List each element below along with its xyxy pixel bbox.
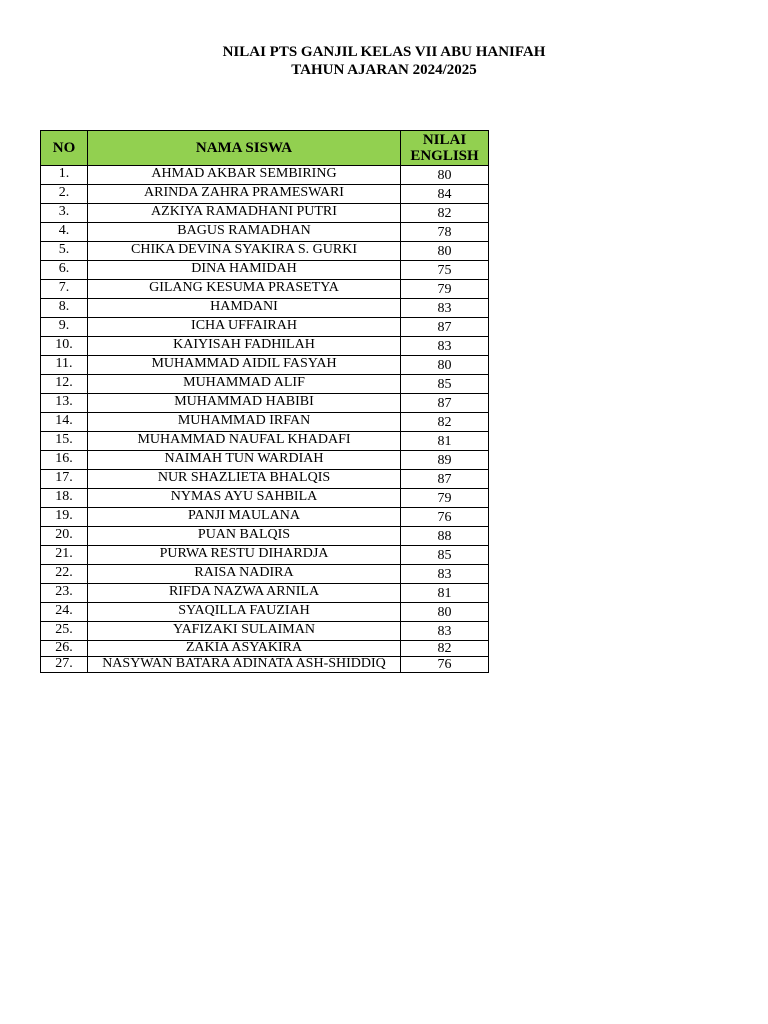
table-row bbox=[41, 356, 489, 375]
english-score: 89 bbox=[401, 451, 489, 470]
table-row bbox=[41, 527, 489, 546]
row-number: 7. bbox=[41, 280, 88, 299]
student-name: MUHAMMAD ALIF bbox=[88, 375, 401, 394]
english-score: 80 bbox=[401, 242, 489, 261]
table-row bbox=[41, 375, 489, 394]
title-line-1: NILAI PTS GANJIL KELAS VII ABU HANIFAH bbox=[222, 44, 546, 60]
header-score-line-2: ENGLISH bbox=[410, 148, 479, 164]
english-score: 83 bbox=[401, 299, 489, 318]
student-name: AHMAD AKBAR SEMBIRING bbox=[88, 166, 401, 185]
student-name: MUHAMMAD IRFAN bbox=[88, 413, 401, 432]
table-row bbox=[41, 413, 489, 432]
header-score-line-1: NILAI bbox=[422, 132, 467, 148]
row-number: 24. bbox=[41, 603, 88, 622]
row-number: 2. bbox=[41, 185, 88, 204]
english-score: 82 bbox=[401, 413, 489, 432]
table-row bbox=[41, 470, 489, 489]
table-row bbox=[41, 394, 489, 413]
table-row bbox=[41, 546, 489, 565]
grades-table bbox=[40, 130, 489, 673]
english-score: 75 bbox=[401, 261, 489, 280]
row-number: 22. bbox=[41, 565, 88, 584]
row-number: 14. bbox=[41, 413, 88, 432]
row-number: 20. bbox=[41, 527, 88, 546]
english-score: 82 bbox=[401, 641, 489, 657]
table-row bbox=[41, 204, 489, 223]
table-row bbox=[41, 565, 489, 584]
row-number: 15. bbox=[41, 432, 88, 451]
row-number: 13. bbox=[41, 394, 88, 413]
table-row bbox=[41, 622, 489, 641]
english-score: 81 bbox=[401, 432, 489, 451]
table-row bbox=[41, 337, 489, 356]
student-name: PUAN BALQIS bbox=[88, 527, 401, 546]
english-score: 79 bbox=[401, 280, 489, 299]
row-number: 6. bbox=[41, 261, 88, 280]
table-row bbox=[41, 318, 489, 337]
row-number: 12. bbox=[41, 375, 88, 394]
student-name: RIFDA NAZWA ARNILA bbox=[88, 584, 401, 603]
english-score: 85 bbox=[401, 546, 489, 565]
row-number: 3. bbox=[41, 204, 88, 223]
table-row bbox=[41, 261, 489, 280]
english-score: 80 bbox=[401, 356, 489, 375]
row-number: 9. bbox=[41, 318, 88, 337]
student-name: DINA HAMIDAH bbox=[88, 261, 401, 280]
table-row bbox=[41, 451, 489, 470]
english-score: 76 bbox=[401, 657, 489, 673]
student-name: ICHA UFFAIRAH bbox=[88, 318, 401, 337]
header-student-name: NAMA SISWA bbox=[88, 131, 401, 166]
row-number: 10. bbox=[41, 337, 88, 356]
english-score: 84 bbox=[401, 185, 489, 204]
document-title bbox=[0, 43, 768, 79]
table-row bbox=[41, 166, 489, 185]
row-number: 27. bbox=[41, 657, 88, 673]
english-score: 79 bbox=[401, 489, 489, 508]
english-score: 83 bbox=[401, 565, 489, 584]
row-number: 1. bbox=[41, 166, 88, 185]
student-name: ZAKIA ASYAKIRA bbox=[88, 641, 401, 657]
student-name: NYMAS AYU SAHBILA bbox=[88, 489, 401, 508]
row-number: 23. bbox=[41, 584, 88, 603]
table-row bbox=[41, 223, 489, 242]
student-name: MUHAMMAD AIDIL FASYAH bbox=[88, 356, 401, 375]
english-score: 83 bbox=[401, 337, 489, 356]
table-row bbox=[41, 641, 489, 657]
student-name: MUHAMMAD NAUFAL KHADAFI bbox=[88, 432, 401, 451]
row-number: 17. bbox=[41, 470, 88, 489]
english-score: 87 bbox=[401, 394, 489, 413]
row-number: 4. bbox=[41, 223, 88, 242]
student-name: PANJI MAULANA bbox=[88, 508, 401, 527]
english-score: 87 bbox=[401, 318, 489, 337]
student-name: GILANG KESUMA PRASETYA bbox=[88, 280, 401, 299]
table-header-row bbox=[41, 131, 489, 166]
english-score: 85 bbox=[401, 375, 489, 394]
row-number: 19. bbox=[41, 508, 88, 527]
student-name: KAIYISAH FADHILAH bbox=[88, 337, 401, 356]
table-row bbox=[41, 508, 489, 527]
english-score: 82 bbox=[401, 204, 489, 223]
row-number: 26. bbox=[41, 641, 88, 657]
english-score: 80 bbox=[401, 603, 489, 622]
table-row bbox=[41, 299, 489, 318]
student-name: RAISA NADIRA bbox=[88, 565, 401, 584]
table-row bbox=[41, 432, 489, 451]
table-row bbox=[41, 185, 489, 204]
student-name: AZKIYA RAMADHANI PUTRI bbox=[88, 204, 401, 223]
english-score: 88 bbox=[401, 527, 489, 546]
row-number: 5. bbox=[41, 242, 88, 261]
student-name: SYAQILLA FAUZIAH bbox=[88, 603, 401, 622]
row-number: 25. bbox=[41, 622, 88, 641]
student-name: PURWA RESTU DIHARDJA bbox=[88, 546, 401, 565]
english-score: 81 bbox=[401, 584, 489, 603]
table-row bbox=[41, 280, 489, 299]
student-name: NASYWAN BATARA ADINATA ASH-SHIDDIQ bbox=[88, 657, 401, 673]
table-row bbox=[41, 657, 489, 673]
student-name: HAMDANI bbox=[88, 299, 401, 318]
english-score: 80 bbox=[401, 166, 489, 185]
student-name: NAIMAH TUN WARDIAH bbox=[88, 451, 401, 470]
table-row bbox=[41, 603, 489, 622]
header-english-score bbox=[401, 131, 489, 166]
student-name: CHIKA DEVINA SYAKIRA S. GURKI bbox=[88, 242, 401, 261]
english-score: 83 bbox=[401, 622, 489, 641]
table-row bbox=[41, 489, 489, 508]
row-number: 21. bbox=[41, 546, 88, 565]
table-row bbox=[41, 242, 489, 261]
table-row bbox=[41, 584, 489, 603]
title-line-2: TAHUN AJARAN 2024/2025 bbox=[291, 62, 477, 78]
table-body bbox=[41, 166, 489, 673]
student-name: BAGUS RAMADHAN bbox=[88, 223, 401, 242]
row-number: 8. bbox=[41, 299, 88, 318]
student-name: ARINDA ZAHRA PRAMESWARI bbox=[88, 185, 401, 204]
english-score: 87 bbox=[401, 470, 489, 489]
english-score: 76 bbox=[401, 508, 489, 527]
student-name: MUHAMMAD HABIBI bbox=[88, 394, 401, 413]
student-name: YAFIZAKI SULAIMAN bbox=[88, 622, 401, 641]
student-name: NUR SHAZLIETA BHALQIS bbox=[88, 470, 401, 489]
row-number: 11. bbox=[41, 356, 88, 375]
header-no: NO bbox=[41, 131, 88, 166]
row-number: 16. bbox=[41, 451, 88, 470]
english-score: 78 bbox=[401, 223, 489, 242]
row-number: 18. bbox=[41, 489, 88, 508]
